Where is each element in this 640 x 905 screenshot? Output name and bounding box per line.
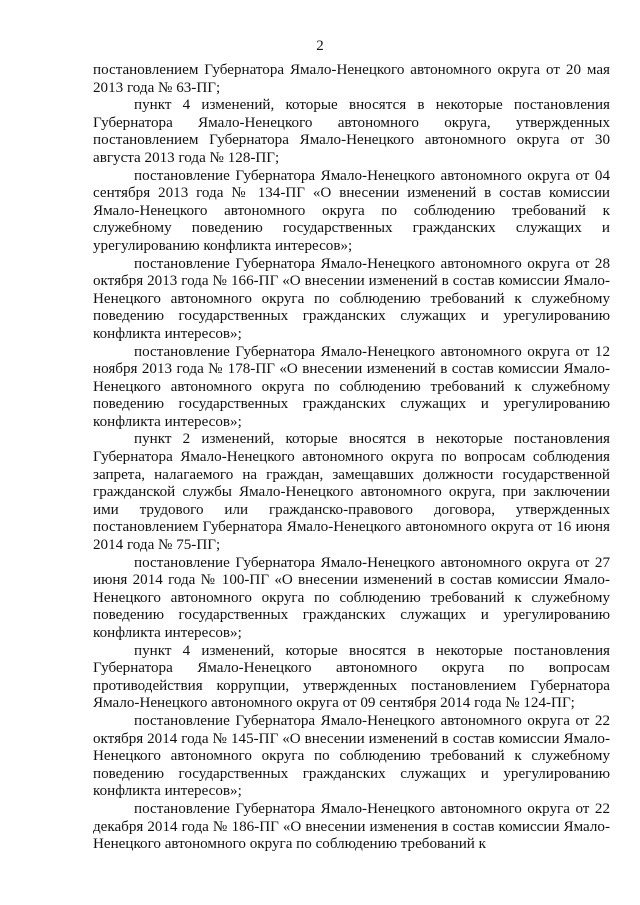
paragraph: постановление Губернатора Ямало-Ненецкого автономного округа от 22 декабря 2014 года № 186-ПГ «О внесении изменения в состав комиссии Ямало-Ненецкого автономного округа по соблюдению требований к xyxy=(93,800,610,853)
paragraph: постановление Губернатора Ямало-Ненецкого автономного округа от 04 сентября 2013 года № 134-ПГ «О внесении изменений в состав комиссии Ямало-Ненецкого автономного округа по соблюдению требований к служебному поведению государственных гражданских служащих и урегулированию конфликта интересов»; xyxy=(93,167,610,254)
paragraph: постановление Губернатора Ямало-Ненецкого автономного округа от 22 октября 2014 года № 145-ПГ «О внесении изменений в состав комиссии Ямало-Ненецкого автономного округа по соблюдению требований к служебному поведению государственных гражданских служащих и урегулированию конфликта интересов»; xyxy=(93,712,610,800)
page-number: 2 xyxy=(316,38,324,54)
document-body xyxy=(93,62,610,854)
paragraph: пункт 2 изменений, которые вносятся в некоторые постановления Губернатора Ямало-Ненецкого автономного округа по вопросам соблюдения запрета, налагаемого на граждан, замещавших должности государственной гражданской службы Ямало-Ненецкого автономного округа, при заключении ими трудового или гражданско-правового договора, утвержденных постановлением Губернатора Ямало-Ненецкого автономного округа от 16 июня 2014 года № 75-ПГ; xyxy=(93,431,610,554)
paragraph: постановлением Губернатора Ямало-Ненецкого автономного округа от 20 мая 2013 года № 63-ПГ; xyxy=(93,62,610,96)
paragraph: пункт 4 изменений, которые вносятся в некоторые постановления Губернатора Ямало-Ненецкого автономного округа по вопросам противодействия коррупции, утвержденных постановлением Губернатора Ямало-Ненецкого автономного округа от 09 сентября 2014 года № 124-ПГ; xyxy=(93,642,610,712)
paragraph: постановление Губернатора Ямало-Ненецкого автономного округа от 28 октября 2013 года № 166-ПГ «О внесении изменений в состав комиссии Ямало-Ненецкого автономного округа по соблюдению требований к служебному поведению государственных гражданских служащих и урегулированию конфликта интересов»; xyxy=(93,255,610,342)
paragraph: постановление Губернатора Ямало-Ненецкого автономного округа от 27 июня 2014 года № 100-ПГ «О внесении изменений в состав комиссии Ямало-Ненецкого автономного округа по соблюдению требований к служебному поведению государственных гражданских служащих и урегулированию конфликта интересов»; xyxy=(93,554,610,641)
paragraph: пункт 4 изменений, которые вносятся в некоторые постановления Губернатора Ямало-Ненецкого автономного округа, утвержденных постановлением Губернатора Ямало-Ненецкого автономного округа от 30 августа 2013 года № 128-ПГ; xyxy=(93,97,610,166)
paragraph: постановление Губернатора Ямало-Ненецкого автономного округа от 12 ноября 2013 года № 178-ПГ «О внесении изменений в состав комиссии Ямало-Ненецкого автономного округа по соблюдению требований к служебному поведению государственных гражданских служащих и урегулированию конфликта интересов»; xyxy=(93,343,610,430)
